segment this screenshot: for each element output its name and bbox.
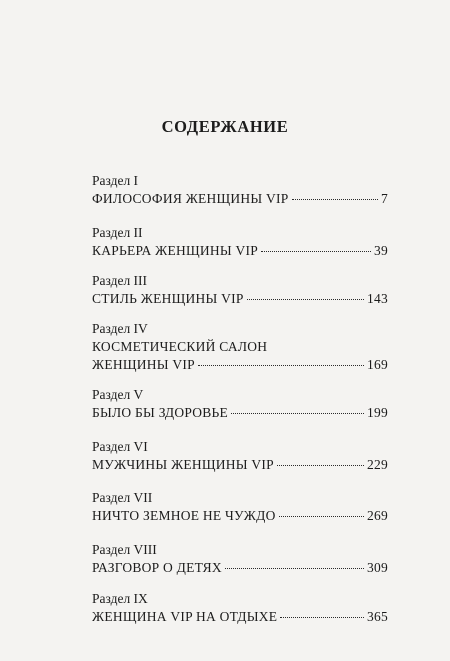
dot-leader — [279, 516, 364, 517]
page-number: 229 — [367, 457, 388, 472]
dot-leader — [225, 568, 364, 569]
section-title: ЖЕНЩИНЫ VIP — [92, 357, 195, 372]
section-title: СТИЛЬ ЖЕНЩИНЫ VIP — [92, 291, 244, 306]
dot-leader — [261, 251, 371, 252]
toc-entry-section-1 — [92, 172, 388, 208]
page-number: 7 — [381, 191, 388, 206]
section-title: МУЖЧИНЫ ЖЕНЩИНЫ VIP — [92, 457, 274, 472]
dot-leader — [247, 299, 364, 300]
page-number: 309 — [367, 560, 388, 575]
toc-entry-section-4 — [92, 320, 388, 374]
entry-line — [92, 456, 388, 474]
dot-leader — [280, 617, 364, 618]
page-title: СОДЕРЖАНИЕ — [161, 117, 289, 136]
section-label: Раздел VI — [92, 439, 148, 454]
entry-line — [92, 242, 388, 260]
toc-entry-section-2 — [92, 224, 388, 260]
section-title: ФИЛОСОФИЯ ЖЕНЩИНЫ VIP — [92, 191, 289, 206]
section-label: Раздел VII — [92, 490, 153, 505]
section-title-line1: КОСМЕТИЧЕСКИЙ САЛОН — [92, 339, 268, 354]
entry-line — [92, 190, 388, 208]
dot-leader — [277, 465, 364, 466]
section-title: КАРЬЕРА ЖЕНЩИНЫ VIP — [92, 243, 259, 258]
entry-line — [92, 608, 388, 626]
section-label: Раздел II — [92, 225, 143, 240]
section-title: РАЗГОВОР О ДЕТЯХ — [92, 560, 222, 575]
toc-entry-section-8 — [92, 541, 388, 577]
toc-entry-section-7 — [92, 489, 388, 525]
page-number: 365 — [367, 609, 388, 624]
page-number: 143 — [367, 291, 388, 306]
toc-entry-section-5 — [92, 386, 388, 422]
entry-line — [92, 404, 388, 422]
page-number: 269 — [367, 508, 388, 523]
toc-entry-section-6 — [92, 438, 388, 474]
entry-line — [92, 559, 388, 577]
dot-leader — [292, 199, 378, 200]
entry-line — [92, 356, 388, 374]
toc-entry-section-3 — [92, 272, 388, 308]
toc-entry-section-9 — [92, 590, 388, 626]
page-number: 199 — [367, 405, 388, 420]
section-label: Раздел I — [92, 173, 139, 188]
section-title: БЫЛО БЫ ЗДОРОВЬЕ — [92, 405, 229, 420]
entry-line — [92, 507, 388, 525]
section-label: Раздел VIII — [92, 542, 157, 557]
section-title: ЖЕНЩИНА VIP НА ОТДЫХЕ — [92, 609, 278, 624]
dot-leader — [231, 413, 364, 414]
section-title: НИЧТО ЗЕМНОЕ НЕ ЧУЖДО — [92, 508, 276, 523]
dot-leader — [198, 365, 364, 366]
page-number: 169 — [367, 357, 388, 372]
section-label: Раздел III — [92, 273, 148, 288]
section-label: Раздел IX — [92, 591, 148, 606]
section-label: Раздел IV — [92, 321, 148, 336]
page-number: 39 — [374, 243, 388, 258]
entry-line — [92, 290, 388, 308]
section-label: Раздел V — [92, 387, 144, 402]
